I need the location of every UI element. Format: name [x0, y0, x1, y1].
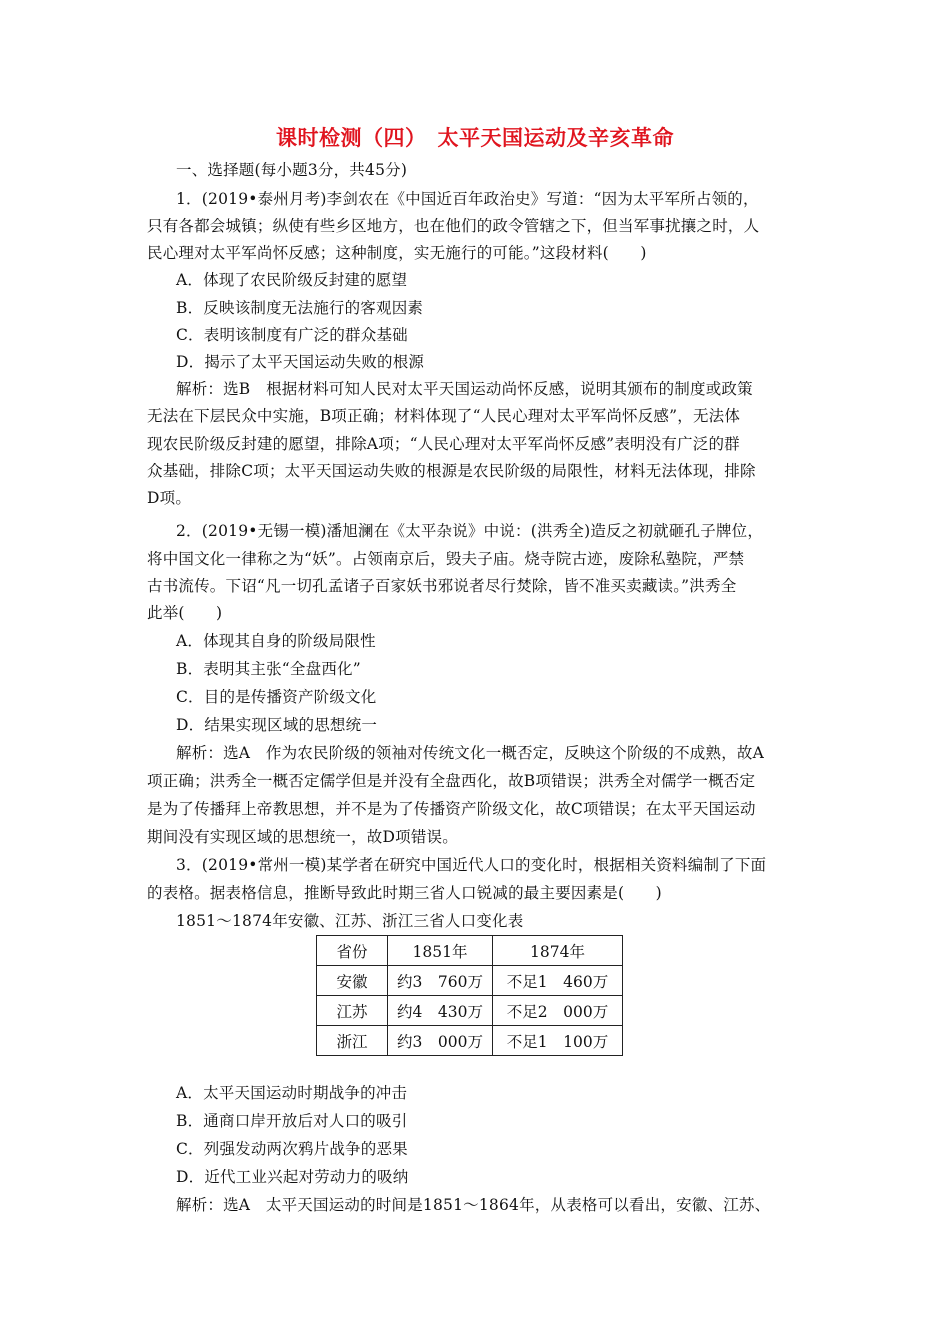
q3-stem-line: 的表格。据表格信息，推断导致此时期三省人口锐减的最主要因素是( ) [147, 884, 662, 902]
q1-option-d: D．揭示了太平天国运动失败的根源 [176, 353, 425, 371]
q1-stem-line: 民心理对太平军尚怀反感；这种制度，实无施行的可能。”这段材料( ) [147, 244, 647, 262]
table-caption: 1851～1874年安徽、江苏、浙江三省人口变化表 [176, 912, 524, 930]
q1-analysis-line: 众基础，排除C项；太平天国运动失败的根源是农民阶级的局限性，材料无法体现，排除 [147, 462, 756, 480]
page-title: 课时检测（四） 太平天国运动及辛亥革命 [276, 126, 674, 150]
q2-option-b: B．表明其主张“全盘西化” [176, 660, 361, 678]
population-table [316, 935, 623, 1056]
table-header-cell: 1874年 [493, 936, 623, 966]
table-row [317, 996, 623, 1026]
q2-stem-line: 古书流传。下诏“凡一切孔孟诸子百家妖书邪说者尽行焚除，皆不准买卖藏读。”洪秀全 [147, 577, 737, 595]
q3-stem-line: 3．(2019•常州一模)某学者在研究中国近代人口的变化时，根据相关资料编制了下面 [176, 856, 767, 874]
table-cell: 不足1 460万 [493, 966, 623, 996]
q1-analysis-line: 解析：选B 根据材料可知人民对太平天国运动尚怀反感，说明其颁布的制度或政策 [176, 380, 753, 398]
q1-analysis-line: 现农民阶级反封建的愿望，排除A项；“人民心理对太平军尚怀反感”表明没有广泛的群 [147, 435, 740, 453]
q2-stem-line: 此举( ) [147, 604, 223, 622]
q2-analysis-line: 解析：选A 作为农民阶级的领袖对传统文化一概否定，反映这个阶级的不成熟，故A [176, 744, 764, 762]
table-cell: 约3 000万 [388, 1026, 493, 1056]
table-header-cell: 1851年 [388, 936, 493, 966]
section-heading: 一、选择题(每小题3分，共45分) [176, 161, 408, 179]
q2-analysis-line: 期间没有实现区域的思想统一，故D项错误。 [147, 828, 458, 846]
q3-option-b: B．通商口岸开放后对人口的吸引 [176, 1112, 408, 1130]
q3-option-d: D．近代工业兴起对劳动力的吸纳 [176, 1168, 409, 1186]
q1-analysis-line: D项。 [147, 489, 192, 507]
q1-option-b: B．反映该制度无法施行的客观因素 [176, 299, 424, 317]
table-header-cell: 省份 [317, 936, 388, 966]
q2-option-c: C．目的是传播资产阶级文化 [176, 688, 377, 706]
q1-option-a: A．体现了农民阶级反封建的愿望 [176, 271, 408, 289]
q2-stem-line: 2．(2019•无锡一模)潘旭澜在《太平杂说》中说：(洪秀全)造反之初就砸孔子牌位， [176, 522, 764, 540]
table-row [317, 1026, 623, 1056]
table-cell: 江苏 [317, 996, 388, 1026]
q2-option-a: A．体现其自身的阶级局限性 [176, 632, 376, 650]
q3-option-c: C．列强发动两次鸦片战争的恶果 [176, 1140, 408, 1158]
q2-analysis-line: 是为了传播拜上帝教思想，并不是为了传播资产阶级文化，故C项错误；在太平天国运动 [147, 800, 756, 818]
table-cell: 不足2 000万 [493, 996, 623, 1026]
table-row [317, 966, 623, 996]
q1-stem-line: 只有各都会城镇；纵使有些乡区地方，也在他们的政令管辖之下，但当军事扰攘之时，人 [147, 217, 760, 235]
q1-stem-line: 1．(2019•泰州月考)李剑农在《中国近百年政治史》写道：“因为太平军所占领的， [176, 190, 759, 208]
q2-analysis-line: 项正确；洪秀全一概否定儒学但是并没有全盘西化，故B项错误；洪秀全对儒学一概否定 [147, 772, 756, 790]
q1-option-c: C．表明该制度有广泛的群众基础 [176, 326, 408, 344]
q3-analysis-line: 解析：选A 太平天国运动的时间是1851～1864年，从表格可以看出，安徽、江苏、 [176, 1196, 771, 1214]
table-header-row [317, 936, 623, 966]
q2-option-d: D．结果实现区域的思想统一 [176, 716, 378, 734]
table-cell: 安徽 [317, 966, 388, 996]
table-cell: 约4 430万 [388, 996, 493, 1026]
q3-option-a: A．太平天国运动时期战争的冲击 [176, 1084, 408, 1102]
q2-stem-line: 将中国文化一律称之为“妖”。占领南京后，毁夫子庙。烧寺院古迹，废除私塾院，严禁 [147, 550, 745, 568]
table-cell: 不足1 100万 [493, 1026, 623, 1056]
table-cell: 约3 760万 [388, 966, 493, 996]
table-cell: 浙江 [317, 1026, 388, 1056]
q1-analysis-line: 无法在下层民众中实施，B项正确；材料体现了“人民心理对太平军尚怀反感”，无法体 [147, 407, 741, 425]
